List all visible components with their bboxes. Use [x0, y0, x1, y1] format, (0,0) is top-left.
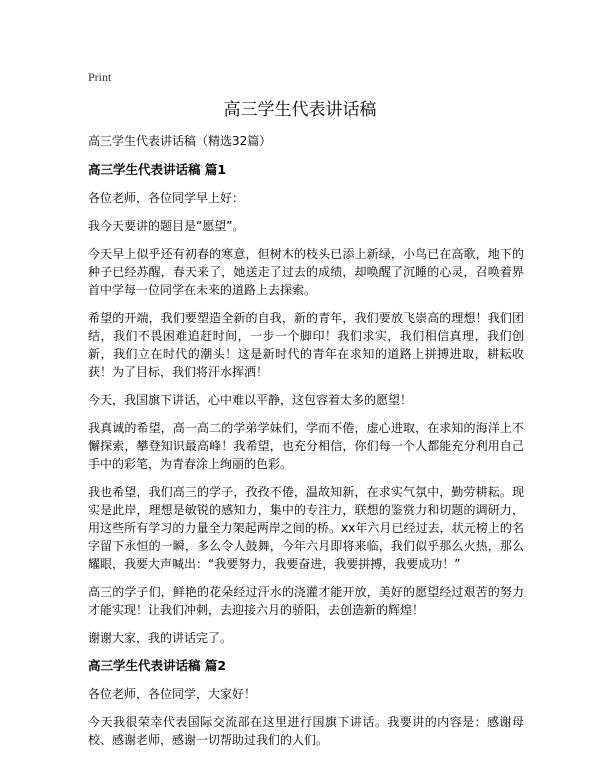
paragraph: 高三的学子们，鲜艳的花朵经过汗水的浇灌才能开放，美好的愿望经过艰苦的努力才能实现！让我们冲刺，去迎接六月的骄阳，去创造新的辉煌！ — [88, 585, 524, 617]
paragraph: 今天我很荣幸代表国际交流部在这里进行国旗下讲话。我要讲的内容是：感谢母校、感谢老师，感谢一切帮助过我们的人们。 — [88, 715, 524, 747]
paragraph: 我今天要讲的题目是“愿望”。 — [88, 219, 245, 233]
paragraph: 谢谢大家，我的讲话完了。 — [88, 631, 233, 645]
paragraph: 我真诚的希望，高一高二的学弟学妹们，学而不倦，虚心进取，在求知的海洋上不懈探索，攀登知识最高峰！我希望，也充分相信，你们每一个人都能充分利用自己手中的彩笔，为青春涂上绚丽的色彩。 — [88, 421, 524, 471]
section-heading: 高三学生代表讲话稿 篇2 — [88, 658, 227, 673]
paragraph: 各位老师，各位同学早上好： — [88, 191, 245, 205]
print-label: Print — [88, 70, 112, 84]
paragraph: 我也希望，我们高三的学子，孜孜不倦，温故知新，在求实气氛中，勤劳耕耘。现实是此岸，理想是敏锐的感知力，集中的专注力，联想的鉴赏力和切题的调研力，用这些所有学习的力量全力架起两岸之间的桥。xx年六月已经过去，状元榜上的名字留下永恒的一瞬，多么令人鼓舞，今年六月即将来临，我们似乎那么火热，那么耀眼，我要大声喊出：“我要努力，我要奋进，我要拼搏，我要成功！” — [88, 485, 524, 571]
paragraph: 希望的开端，我们要塑造全新的自我，新的青年，我们要放飞崇高的理想！我们团结，我们不畏困难追赶时间，一步一个脚印！我们求实，我们相信真理，我们创新，我们立在时代的潮头！这是新时代的青年在求知的道路上拼搏进取，耕耘收获！为了目标，我们将汗水挥洒！ — [88, 311, 524, 379]
paragraph: 各位老师，各位同学，大家好！ — [88, 687, 257, 701]
document-subtitle: 高三学生代表讲话稿（精选32篇） — [88, 134, 272, 148]
section-heading: 高三学生代表讲话稿 篇1 — [88, 162, 227, 177]
paragraph: 今天，我国旗下讲话，心中难以平静，这包容着太多的愿望！ — [88, 393, 413, 407]
document-title: 高三学生代表讲话稿 — [223, 100, 377, 120]
document-content — [88, 132, 524, 759]
paragraph: 今天早上似乎还有初春的寒意，但树木的枝头已添上新绿，小鸟已在高歌，地下的种子已经苏醒，春天来了，她送走了过去的成绩，却唤醒了沉睡的心灵，召唤着界首中学每一位同学在未来的道路上去探索。 — [88, 247, 524, 297]
